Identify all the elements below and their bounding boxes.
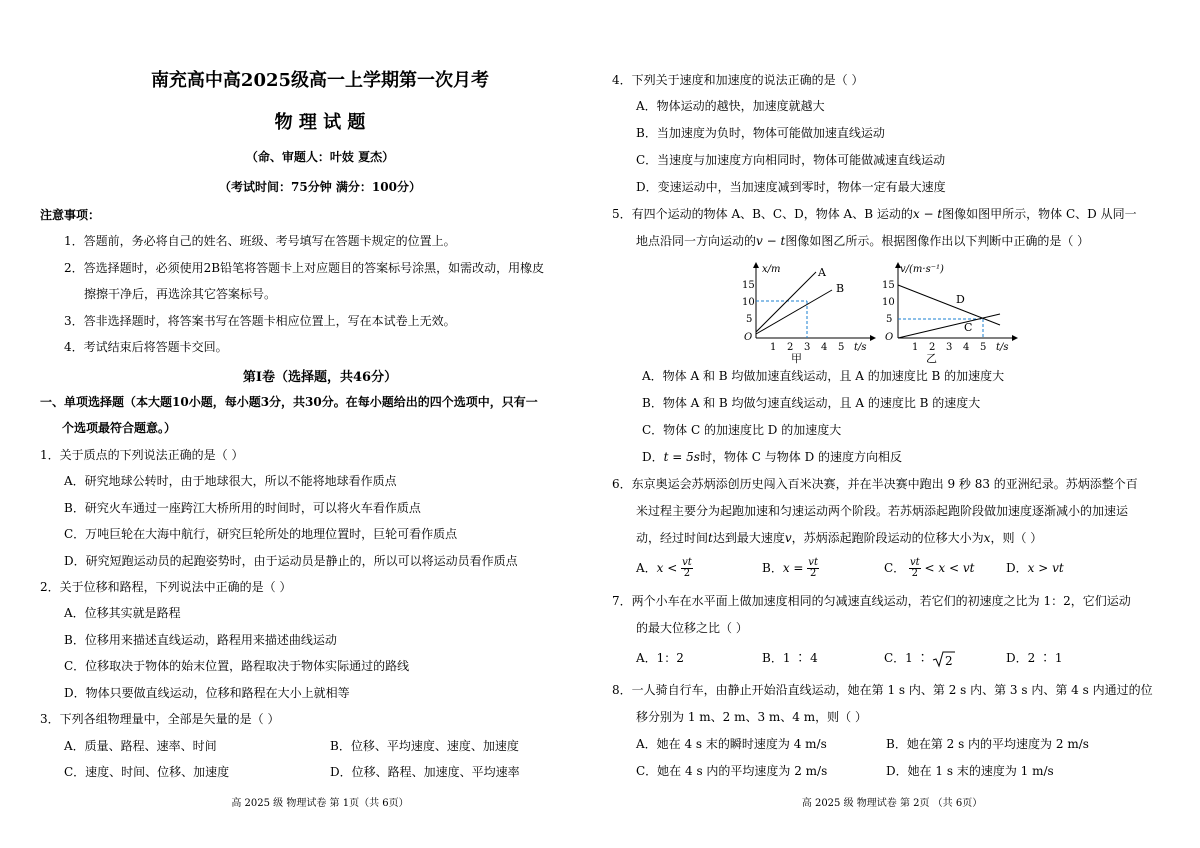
exam-info: （考试时间：75分钟 满分：100分） [219,180,421,194]
graph-yi-vt [876,258,1036,366]
q2-stem: 2．关于位移和路程，下列说法中正确的是（ ） [40,580,292,594]
page-1 [40,0,600,848]
graph-jia-label-b: B [836,282,845,295]
q8-stem-line1: 8．一人骑自行车，由静止开始沿直线运动，她在第 1 s 内、第 2 s 内、第 3 s 内、第 4 s 内通过的位 [612,683,1153,697]
notice-item: 擦擦干净后，再选涂其它答案标号。 [84,287,277,301]
graph-jia-ytick: 10 [742,297,755,308]
fraction: $\frac{vt}{2}$ [682,557,692,579]
graph-yi-label-d: D [956,293,965,306]
graph-jia-xlabel: t/s [854,342,867,353]
q7-option-b: B．1 ∶ 4 [762,651,818,665]
q4-option-c: C．当速度与加速度方向相同时，物体可能做减速直线运动 [636,153,946,167]
graph-yi-ytick: 5 [886,314,893,325]
page-footer: 高 2025 级 物理试卷 第 2页 （共 6页） [801,798,983,809]
q8-option-b: B．她在第 2 s 内的平均速度为 2 m/s [886,737,1089,751]
q6-stem-line2: 米过程主要分为起跑加速和匀速运动两个阶段。若苏炳添起跑阶段做加速度逐渐减小的加速运 [636,504,1129,518]
exam-title: 南充高中高2025级高一上学期第一次月考 [150,70,490,91]
part1-heading: 第Ⅰ卷（选择题，共46分） [242,370,398,385]
q4-option-b: B．当加速度为负时，物体可能做加速直线运动 [636,126,885,140]
q1-option-b: B．研究火车通过一座跨江大桥所用的时间时，可以将火车看作质点 [64,501,421,515]
graph-yi-line-c [898,314,1000,338]
q7-option-d: D．2 ∶ 1 [1006,651,1063,665]
graph-yi-label-c: C [964,321,973,334]
q6-option-b: B．x = $\frac{vt}{2}$ [762,557,818,579]
section-heading: 一、单项选择题（本大题10小题，每小题3分，共30分。在每小题给出的四个选项中，只有一 [40,395,538,409]
notice-item: 2．答选择题时，必须使用2B铅笔将答题卡上对应题目的答案标号涂黑，如需改动，用橡皮 [64,261,545,275]
graph-jia-xtick: 2 [787,342,794,353]
q6-option-d: D．x > vt [1006,561,1064,575]
svg-text:2: 2 [945,654,954,668]
q7-option-a: A．1：2 [636,651,684,665]
q5-option-a: A．物体 A 和 B 均做加速直线运动，且 A 的加速度比 B 的加速度大 [642,369,1005,383]
graph-yi-xtick: 2 [929,342,936,353]
graph-jia-origin: O [744,332,753,343]
q2-option-c: C．位移取决于物体的始末位置，路程取决于物体实际通过的路线 [64,659,410,673]
graph-jia-ylabel: x/m [762,264,781,275]
graph-jia-ytick: 5 [746,314,753,325]
q7-stem-line2: 的最大位移之比（ ） [636,621,748,635]
q2-option-b: B．位移用来描述直线运动，路程用来描述曲线运动 [64,633,337,647]
graph-yi-ytick: 10 [882,297,895,308]
graph-jia-xtick: 5 [838,342,845,353]
q5-stem-line1: 5．有四个运动的物体 A、B、C、D，物体 A、B 运动的x − t图像如图甲所示，物体 C、D 从同一 [612,207,1137,221]
q5-option-d: D．t = 5s时，物体 C 与物体 D 的速度方向相反 [642,450,902,464]
q2-option-d: D．物体只要做直线运动，位移和路程在大小上就相等 [64,686,350,700]
q8-option-c: C．她在 4 s 内的平均速度为 2 m/s [636,764,828,778]
q3-option-d: D．位移、路程、加速度、平均速率 [330,765,520,779]
q6-option-c: C． $\frac{vt}{2}$ < x < vt [884,557,975,579]
q3-option-a: A．质量、路程、速率、时间 [64,739,217,753]
q6-stem-line3: 动，经过时间t达到最大速度v，苏炳添起跑阶段运动的位移大小为x，则（ ） [636,531,1043,545]
graph-yi-xtick: 1 [912,342,919,353]
graph-yi-ytick: 15 [882,280,895,291]
graph-yi-caption: 乙 [926,352,937,365]
graph-jia-xtick: 1 [770,342,777,353]
notice-heading: 注意事项： [40,208,101,222]
graph-jia-xt [736,258,876,366]
q1-option-a: A．研究地球公转时，由于地球很大，所以不能将地球看作质点 [64,474,397,488]
q8-stem-line2: 移分别为 1 m、2 m、3 m、4 m，则（ ） [636,710,867,724]
q2-option-a: A．位移其实就是路程 [64,606,181,620]
subject-title: 物 理 试 题 [274,112,366,133]
q6-option-a: A．x < $\frac{vt}{2}$ [636,557,692,579]
fraction: $\frac{vt}{2}$ [910,557,920,579]
section-heading-cont: 个选项最符合题意。） [62,421,177,435]
graph-jia-ytick: 15 [742,280,755,291]
graph-yi-ylabel: v/(m·s⁻¹) [900,264,944,275]
q7-stem-line1: 7．两个小车在水平面上做加速度相同的匀减速直线运动，若它们的初速度之比为 1：2，它们运动 [612,594,1131,608]
q1-stem: 1．关于质点的下列说法正确的是（ ） [40,448,244,462]
q4-option-a: A．物体运动的越快，加速度就越大 [636,99,825,113]
page-footer: 高 2025 级 物理试卷 第 1页（共 6页） [231,798,409,809]
q3-stem: 3．下列各组物理量中，全部是矢量的是（ ） [40,712,280,726]
q1-option-c: C．万吨巨轮在大海中航行，研究巨轮所处的地理位置时，巨轮可看作质点 [64,527,458,541]
q1-option-d: D．研究短跑运动员的起跑姿势时，由于运动员是静止的，所以可以将运动员看作质点 [64,554,518,568]
graph-jia-xtick: 4 [821,342,828,353]
graph-yi-xtick: 3 [946,342,953,353]
q6-stem-line1: 6．东京奥运会苏炳添创历史闯入百米决赛，并在半决赛中跑出 9 秒 83 的亚洲纪录。苏炳添整个百 [612,477,1138,491]
q4-option-d: D．变速运动中，当加速度减到零时，物体一定有最大速度 [636,180,946,194]
q7-option-c: C．1 ∶ 2 [884,648,956,669]
graph-yi-xtick: 5 [980,342,987,353]
graph-yi-origin: O [885,332,894,343]
graph-yi-xtick: 4 [963,342,970,353]
q5-stem-line2: 地点沿同一方向运动的v − t图像如图乙所示。根据图像作出以下判断中正确的是（ ） [636,234,1090,248]
q3-option-b: B．位移、平均速度、速度、加速度 [330,739,519,753]
graph-jia-caption: 甲 [791,352,802,365]
q3-option-c: C．速度、时间、位移、加速度 [64,765,230,779]
q5-option-c: C．物体 C 的加速度比 D 的加速度大 [642,423,842,437]
q8-option-a: A．她在 4 s 末的瞬时速度为 4 m/s [636,737,827,751]
page-2 [612,0,1172,848]
graph-jia-label-a: A [818,266,826,279]
graph-yi-xlabel: t/s [996,342,1009,353]
authors: （命、审题人：叶妓 夏杰） [245,150,395,164]
q4-stem: 4．下列关于速度和加速度的说法正确的是（ ） [612,73,864,87]
notice-item: 3．答非选择题时，将答案书写在答题卡相应位置上，写在本试卷上无效。 [64,314,456,328]
fraction: $\frac{vt}{2}$ [808,557,818,579]
q5-option-b: B．物体 A 和 B 均做匀速直线运动，且 A 的速度比 B 的速度大 [642,396,981,410]
q8-option-d: D．她在 1 s 末的速度为 1 m/s [886,764,1054,778]
notice-item: 1．答题前，务必将自己的姓名、班级、考号填写在答题卡规定的位置上。 [64,234,456,248]
notice-item: 4．考试结束后将答题卡交回。 [64,340,228,354]
sqrt-symbol [932,649,956,669]
graph-jia-line-b [756,290,832,334]
graph-jia-xtick: 3 [804,342,811,353]
